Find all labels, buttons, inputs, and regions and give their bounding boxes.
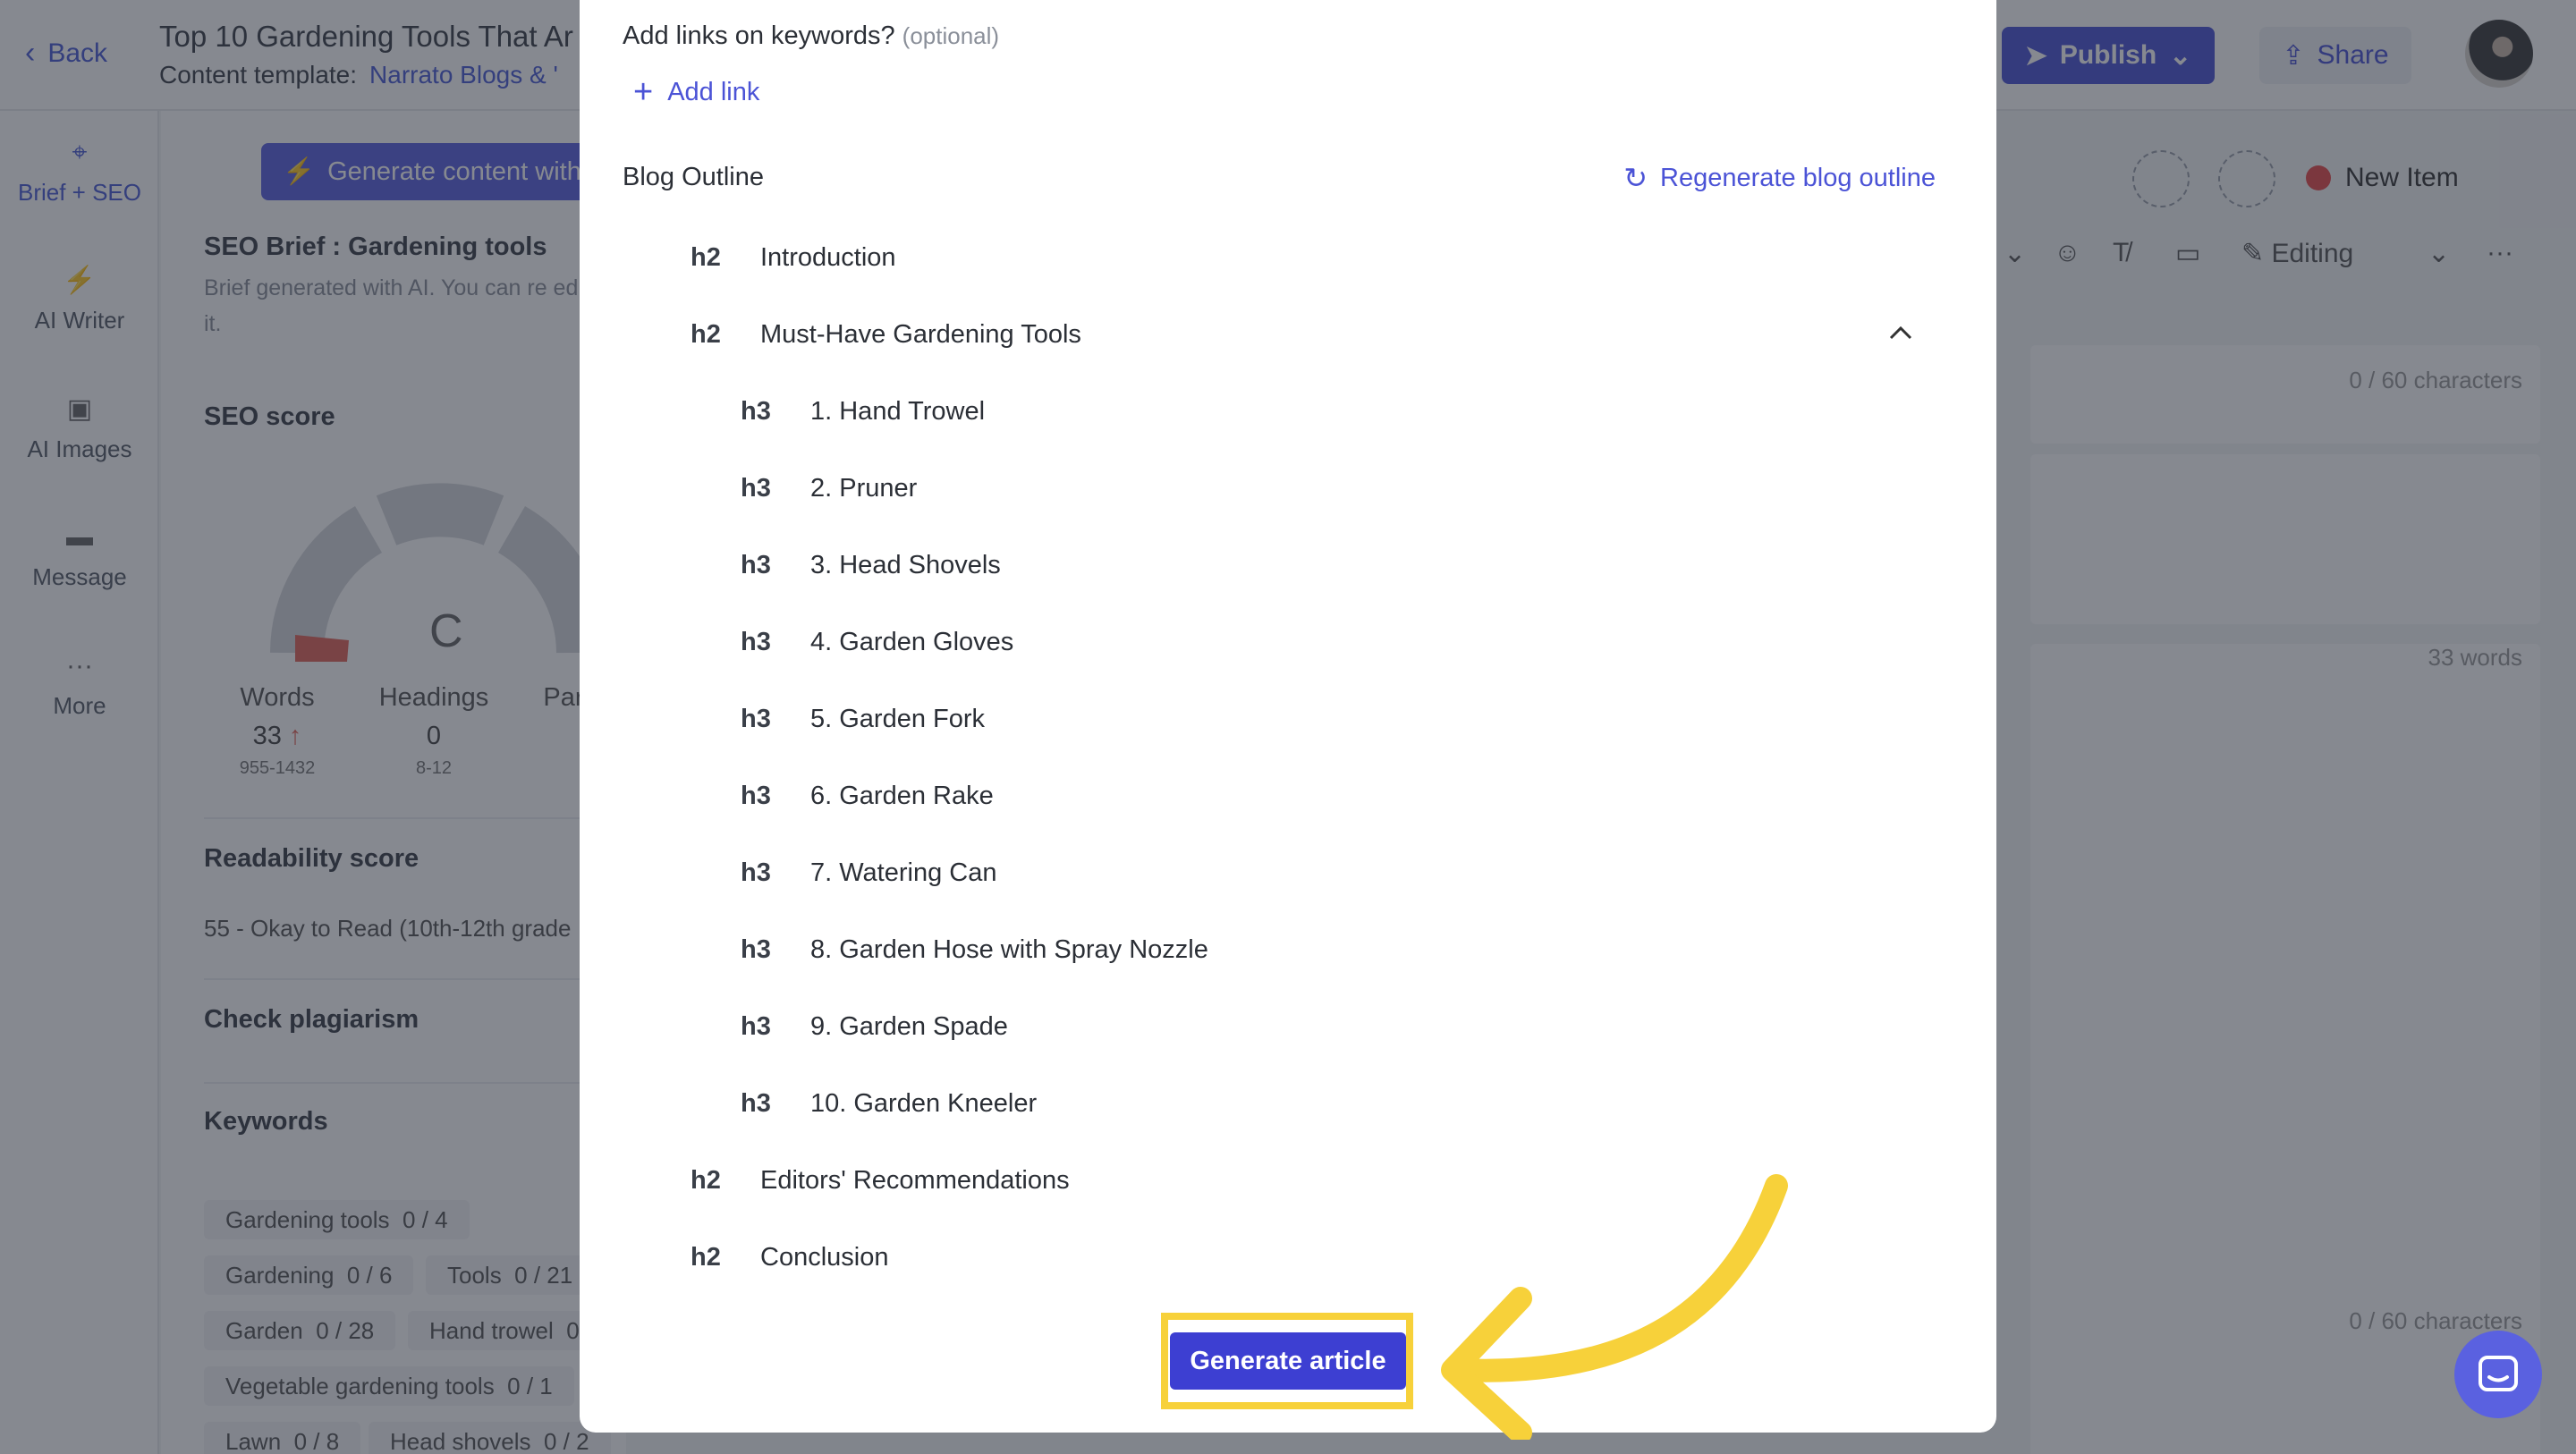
add-link-button[interactable] — [633, 75, 759, 109]
add-link-label: Add link — [667, 77, 760, 106]
regenerate-outline-button[interactable] — [1623, 161, 1936, 195]
outline-item[interactable]: h2 Editors' Recommendations — [691, 1166, 1070, 1195]
generate-article-button[interactable]: Generate article — [1170, 1332, 1406, 1390]
outline-item[interactable]: h3 4. Garden Gloves — [741, 628, 1014, 656]
outline-item[interactable]: h3 7. Watering Can — [741, 858, 997, 887]
annotation-arrow-icon — [1422, 1171, 1798, 1440]
outline-item[interactable]: h2 Introduction — [691, 243, 896, 272]
chat-icon — [2478, 1355, 2519, 1394]
outline-item[interactable]: h3 3. Head Shovels — [741, 551, 1001, 579]
outline-item[interactable]: h3 10. Garden Kneeler — [741, 1089, 1038, 1118]
blog-outline-title: Blog Outline — [623, 163, 764, 191]
optional-tag: (optional) — [902, 22, 1000, 49]
chat-support-button[interactable] — [2454, 1331, 2542, 1418]
outline-item[interactable]: h2 Must-Have Gardening Tools — [691, 320, 1081, 349]
outline-item[interactable]: h3 1. Hand Trowel — [741, 397, 986, 426]
outline-item[interactable]: h3 2. Pruner — [741, 474, 918, 503]
outline-item[interactable]: h2 Conclusion — [691, 1243, 889, 1272]
links-question: Add links on keywords? (optional) — [623, 21, 1000, 50]
chevron-up-icon[interactable] — [1887, 320, 1914, 347]
outline-item[interactable]: h3 9. Garden Spade — [741, 1012, 1008, 1041]
regenerate-label: Regenerate blog outline — [1660, 163, 1936, 192]
outline-item[interactable]: h3 8. Garden Hose with Spray Nozzle — [741, 935, 1208, 964]
plus-icon: + — [633, 73, 654, 111]
outline-item[interactable]: h3 5. Garden Fork — [741, 705, 986, 733]
outline-item[interactable]: h3 6. Garden Rake — [741, 782, 994, 810]
refresh-icon: ↻ — [1623, 162, 1648, 194]
